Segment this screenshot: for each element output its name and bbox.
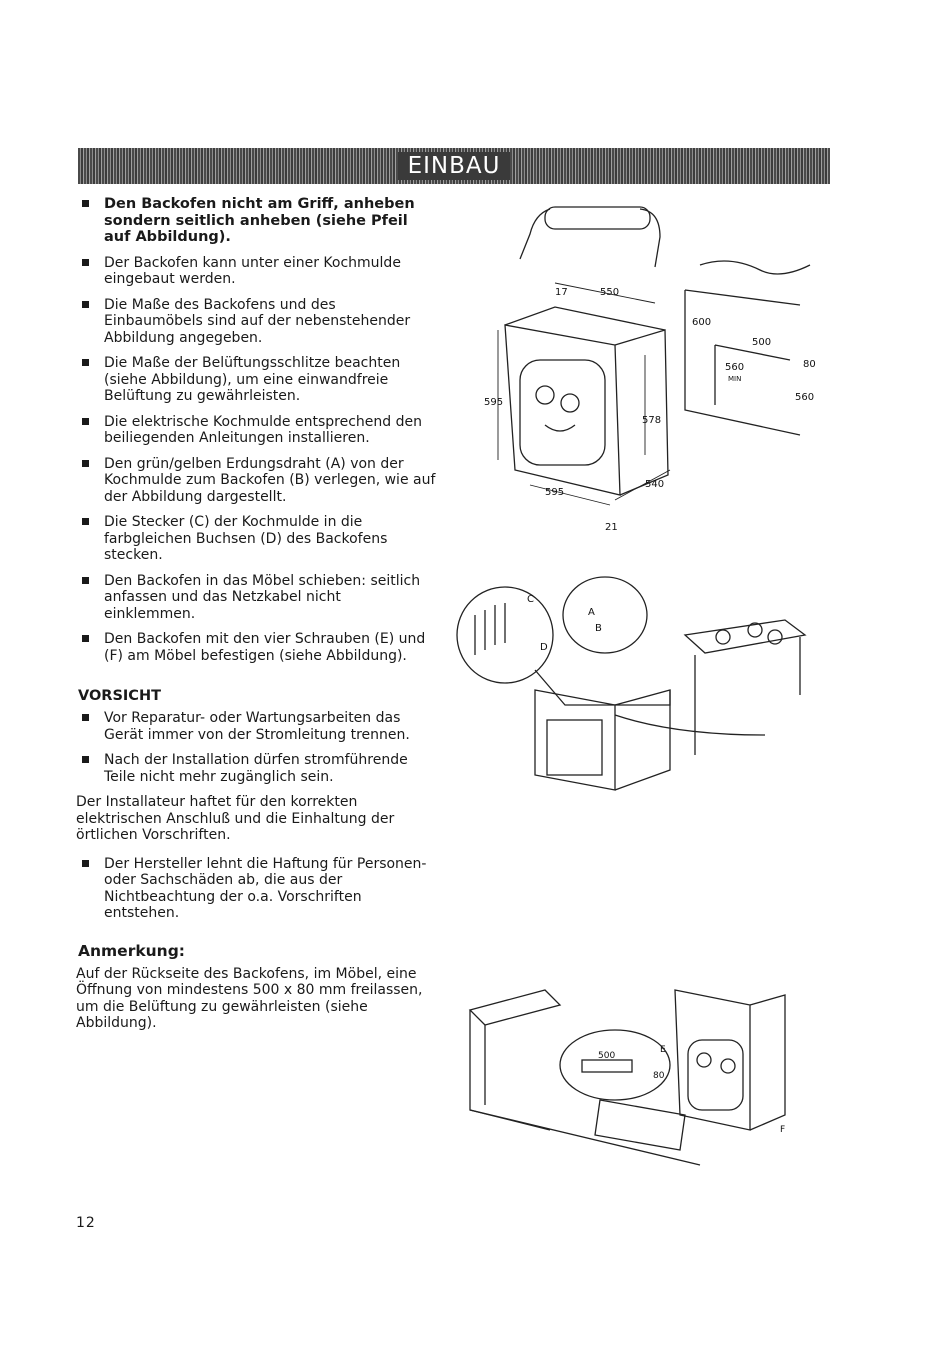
dimension-label: 578	[642, 415, 662, 426]
installer-paragraph: Der Installateur haftet für den korrekten elektrischen Anschluß und die Einhaltung der örtlichen Vorschriften.	[76, 794, 395, 843]
dimension-label: 600	[692, 317, 712, 328]
note-heading: Anmerkung:	[78, 941, 186, 960]
dimension-label: 595	[545, 487, 565, 498]
figure-ventilation-illustration	[450, 980, 805, 1170]
connector-label: D	[540, 642, 548, 653]
section-title: EINBAU	[398, 152, 511, 180]
instruction-item: Die elektrische Kochmulde entsprechend den beiliegenden Anleitungen installieren.	[76, 414, 436, 447]
instruction-list	[76, 196, 436, 664]
instruction-item: Der Backofen kann unter einer Kochmulde eingebaut werden.	[76, 255, 436, 288]
dimension-label: 560	[795, 392, 815, 403]
dimension-label: 560	[725, 362, 745, 373]
instruction-item: Die Maße der Belüftungsschlitze beachten (siehe Abbildung), um eine einwandfreie Belüftung zu gewährleisten.	[76, 355, 436, 405]
dimension-label: 550	[600, 287, 620, 298]
dimension-label: 80	[803, 359, 816, 370]
instruction-item: Die Maße des Backofens und des Einbaumöbels sind auf der nebenstehender Abbildung angegeben.	[76, 297, 436, 347]
connector-label: B	[595, 623, 602, 634]
caution-item: Vor Reparatur- oder Wartungsarbeiten das Gerät immer von der Stromleitung trennen.	[76, 710, 436, 743]
instructions-column	[76, 196, 436, 1044]
figure-dimensions-illustration	[470, 195, 830, 540]
vent-dimension-label: 80	[653, 1071, 665, 1081]
note-paragraph: Auf der Rückseite des Backofens, im Möbel, eine Öffnung von mindestens 500 x 80 mm freilassen, um die Belüftung zu gewährleisten (siehe Abbildung).	[76, 965, 423, 1031]
vent-dimension-label: 500	[598, 1051, 616, 1061]
caution-heading: VORSICHT	[78, 688, 161, 704]
screw-label: F	[780, 1125, 786, 1135]
instruction-item: Die Stecker (C) der Kochmulde in die farbgleichen Buchsen (D) des Backofens stecken.	[76, 514, 436, 564]
dimension-label: 595	[484, 397, 504, 408]
dimension-label: 540	[645, 479, 665, 490]
min-label: MIN	[728, 375, 742, 383]
instruction-item: Den grün/gelben Erdungsdraht (A) von der Kochmulde zum Backofen (B) verlegen, wie auf der Abbildung dargestellt.	[76, 456, 436, 506]
caution-item: Nach der Installation dürfen stromführende Teile nicht mehr zugänglich sein.	[76, 752, 436, 785]
section-header-bar	[78, 148, 830, 184]
connector-label: A	[588, 607, 595, 618]
instruction-item: Den Backofen in das Möbel schieben: seitlich anfassen und das Netzkabel nicht einklemmen.	[76, 573, 436, 623]
instruction-item: Den Backofen nicht am Griff, anheben sondern seitlich anheben (siehe Pfeil auf Abbildung).	[76, 196, 436, 246]
figure-wiring-illustration	[455, 575, 815, 795]
caution-item: Der Hersteller lehnt die Haftung für Personen- oder Sachschäden ab, die aus der Nichtbeachtung der o.a. Vorschriften entstehen.	[76, 856, 436, 922]
screw-label: E	[660, 1045, 666, 1055]
dimension-label: 21	[605, 522, 618, 533]
instruction-item: Den Backofen mit den vier Schrauben (E) und (F) am Möbel befestigen (siehe Abbildung).	[76, 631, 436, 664]
connector-label: C	[527, 594, 534, 605]
dimension-label: 17	[555, 287, 568, 298]
page-number: 12	[76, 1215, 96, 1231]
dimension-label: 500	[752, 337, 772, 348]
